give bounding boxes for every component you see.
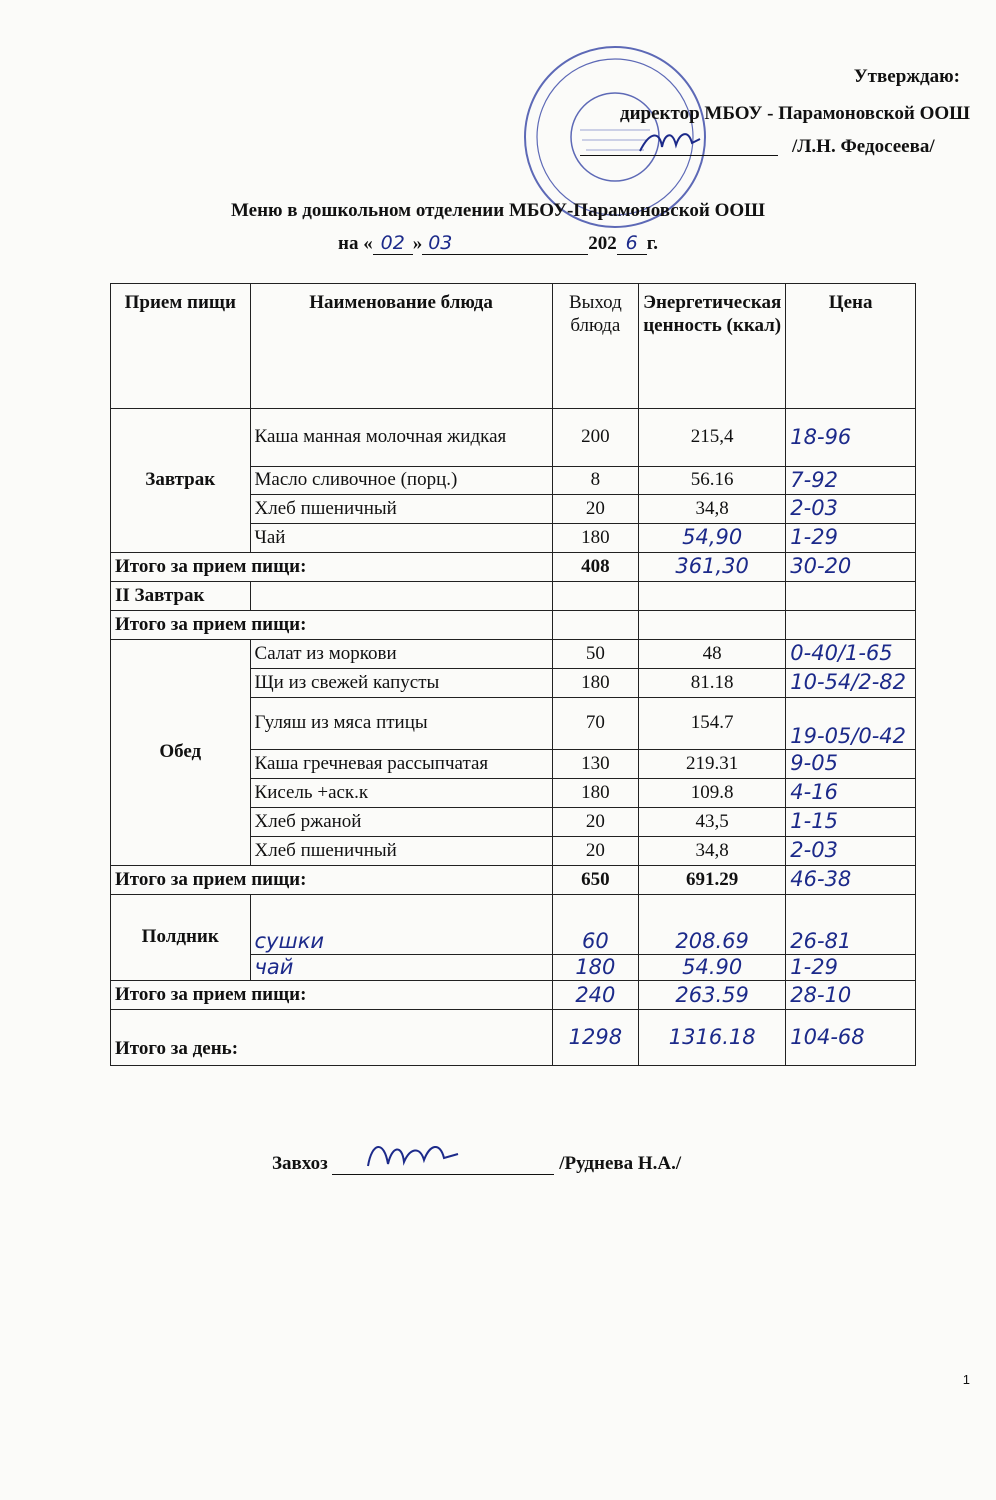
dish-name: Щи из свежей капусты (250, 669, 552, 698)
footer-signature (272, 1150, 681, 1175)
day-total-row (111, 1010, 916, 1066)
day-total-label: Итого за день: (111, 1010, 553, 1066)
dish-output: 180 (552, 669, 638, 698)
meal-snack: Полдник (111, 895, 251, 981)
dish-output: 20 (552, 495, 638, 524)
total-label: Итого за прием пищи: (111, 553, 553, 582)
dish-kcal: 34,8 (639, 495, 786, 524)
dish-name: Хлеб пшеничный (250, 495, 552, 524)
dish-price: 7-92 (786, 467, 916, 495)
dish-output: 130 (552, 750, 638, 779)
dish-price: 2-03 (786, 495, 916, 524)
total-kcal: 263.59 (639, 981, 786, 1010)
meal-lunch: Обед (111, 640, 251, 866)
date-year-prefix: 202 (588, 233, 617, 254)
total-price: 46-38 (786, 866, 916, 895)
dish-kcal: 219.31 (639, 750, 786, 779)
dish-kcal: 54.90 (639, 955, 786, 981)
date-day: 02 (373, 232, 413, 255)
footer-name: /Руднева Н.А./ (559, 1153, 682, 1174)
total-kcal: 691.29 (639, 866, 786, 895)
dish-name: Каша манная молочная жидкая (250, 409, 552, 467)
header-energy: Энергетическая ценность (ккал) (639, 284, 786, 409)
dish-kcal: 56.16 (639, 467, 786, 495)
day-total-price: 104-68 (786, 1010, 916, 1066)
dish-price: 19-05/0-42 (786, 698, 916, 750)
dish-price: 1-29 (786, 524, 916, 553)
dish-price: 0-40/1-65 (786, 640, 916, 669)
dish-kcal: 54,90 (639, 524, 786, 553)
dish-name: Каша гречневая рассыпчатая (250, 750, 552, 779)
dish-price: 9-05 (786, 750, 916, 779)
page-title: Меню в дошкольном отделении МБОУ-Парамоновской ООШ (230, 200, 766, 221)
dish-name: Кисель +аск.к (250, 779, 552, 808)
dish-output: 20 (552, 808, 638, 837)
dish-output: 180 (552, 955, 638, 981)
total-output: 408 (552, 553, 638, 582)
dish-output: 20 (552, 837, 638, 866)
date-year-digit: 6 (617, 232, 647, 255)
table-row (111, 409, 916, 467)
dish-output: 180 (552, 779, 638, 808)
dish-output: 50 (552, 640, 638, 669)
header-dish: Наименование блюда (250, 284, 552, 409)
total-price: 28-10 (786, 981, 916, 1010)
director-name: /Л.Н. Федосеева/ (792, 136, 935, 157)
dish-output: 70 (552, 698, 638, 750)
menu-date (0, 232, 996, 255)
dish-kcal: 154.7 (639, 698, 786, 750)
dish-output: 8 (552, 467, 638, 495)
total-label: Итого за прием пищи: (111, 611, 553, 640)
date-month: 03 (422, 232, 588, 255)
total-kcal: 361,30 (639, 553, 786, 582)
dish-output: 60 (552, 895, 638, 955)
table-row (111, 582, 916, 611)
approval-title: Утверждаю: (853, 66, 960, 87)
dish-kcal: 208.69 (639, 895, 786, 955)
total-output: 240 (552, 981, 638, 1010)
menu-table (110, 283, 916, 1066)
dish-kcal: 215,4 (639, 409, 786, 467)
meal-breakfast: Завтрак (111, 409, 251, 553)
caretaker-signature (332, 1150, 554, 1175)
dish-price: 2-03 (786, 837, 916, 866)
dish-name: Хлеб пшеничный (250, 837, 552, 866)
table-row (111, 895, 916, 955)
dish-price: 4-16 (786, 779, 916, 808)
dish-kcal: 81.18 (639, 669, 786, 698)
dish-name: чай (250, 955, 552, 981)
dish-kcal: 109.8 (639, 779, 786, 808)
total-label: Итого за прием пищи: (111, 981, 553, 1010)
header-meal: Прием пищи (111, 284, 251, 409)
day-total-kcal: 1316.18 (639, 1010, 786, 1066)
date-suffix: г. (646, 233, 658, 254)
total-row (111, 981, 916, 1010)
dish-name: сушки (250, 895, 552, 955)
total-label: Итого за прием пищи: (111, 866, 553, 895)
table-header-row (111, 284, 916, 409)
dish-output: 200 (552, 409, 638, 467)
meal-breakfast-2: II Завтрак (111, 582, 251, 611)
header-price: Цена (786, 284, 916, 409)
total-price: 30-20 (786, 553, 916, 582)
total-row (111, 611, 916, 640)
page-number: 1 (962, 1372, 970, 1387)
header-output: Выход блюда (552, 284, 638, 409)
dish-kcal: 48 (639, 640, 786, 669)
dish-output: 180 (552, 524, 638, 553)
dish-name: Хлеб ржаной (250, 808, 552, 837)
dish-price: 18-96 (786, 409, 916, 467)
dish-price: 1-29 (786, 955, 916, 981)
dish-name: Салат из моркови (250, 640, 552, 669)
dish-price: 1-15 (786, 808, 916, 837)
total-output: 650 (552, 866, 638, 895)
dish-name: Гуляш из мяса птицы (250, 698, 552, 750)
dish-name: Чай (250, 524, 552, 553)
dish-price: 26-81 (786, 895, 916, 955)
dish-kcal: 43,5 (639, 808, 786, 837)
dish-name: Масло сливочное (порц.) (250, 467, 552, 495)
director-signature (580, 133, 778, 156)
footer-role: Завхоз (272, 1153, 328, 1174)
day-total-output: 1298 (552, 1010, 638, 1066)
dish-price: 10-54/2-82 (786, 669, 916, 698)
approval-role: директор МБОУ - Парамоновской ООШ (619, 103, 970, 124)
total-row (111, 866, 916, 895)
date-prefix: на « (338, 233, 373, 254)
total-row (111, 553, 916, 582)
date-mid: » (412, 233, 423, 254)
table-row (111, 640, 916, 669)
dish-kcal: 34,8 (639, 837, 786, 866)
